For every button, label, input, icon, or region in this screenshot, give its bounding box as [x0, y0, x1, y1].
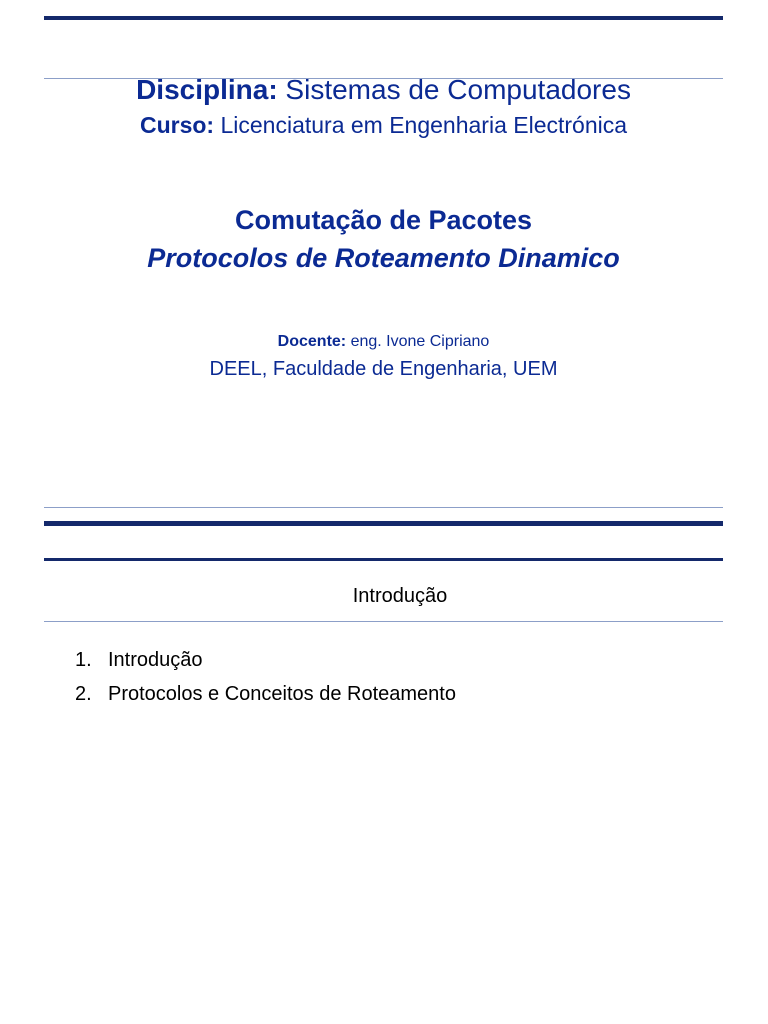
- course-value: Licenciatura em Engenharia Electrónica: [214, 112, 628, 138]
- presentation-subtitle: Protocolos de Roteamento Dinamico: [147, 243, 620, 273]
- slide1-top-rule: [44, 16, 723, 20]
- presentation-title: Comutação de Pacotes: [234, 205, 533, 235]
- agenda-item-label: Introdução: [108, 649, 203, 671]
- slide2-title: Introdução: [352, 585, 448, 607]
- slide2-title-rule: [44, 621, 723, 622]
- slide2-top-rule: [44, 558, 723, 561]
- agenda-list: [75, 643, 456, 711]
- institution-line: DEEL, Faculdade de Engenharia, UEM: [209, 358, 558, 380]
- slide1-bottom-rule: [44, 521, 723, 526]
- agenda-item: [75, 643, 456, 677]
- agenda-item-label: Protocolos e Conceitos de Roteamento: [108, 683, 456, 705]
- agenda-item: [75, 677, 456, 711]
- lecturer-value: eng. Ivone Cipriano: [346, 333, 490, 350]
- agenda-item-number: 2.: [75, 683, 92, 705]
- slide1-footer-rule: [44, 507, 723, 508]
- discipline-line: [44, 74, 723, 106]
- lecturer-line: [44, 333, 723, 351]
- discipline-value: Sistemas de Computadores: [277, 74, 631, 105]
- course-line: [44, 112, 723, 139]
- discipline-label: Disciplina:: [136, 74, 278, 105]
- agenda-item-number: 1.: [75, 649, 92, 671]
- course-label: Curso:: [139, 112, 215, 138]
- lecturer-label: Docente:: [277, 333, 347, 350]
